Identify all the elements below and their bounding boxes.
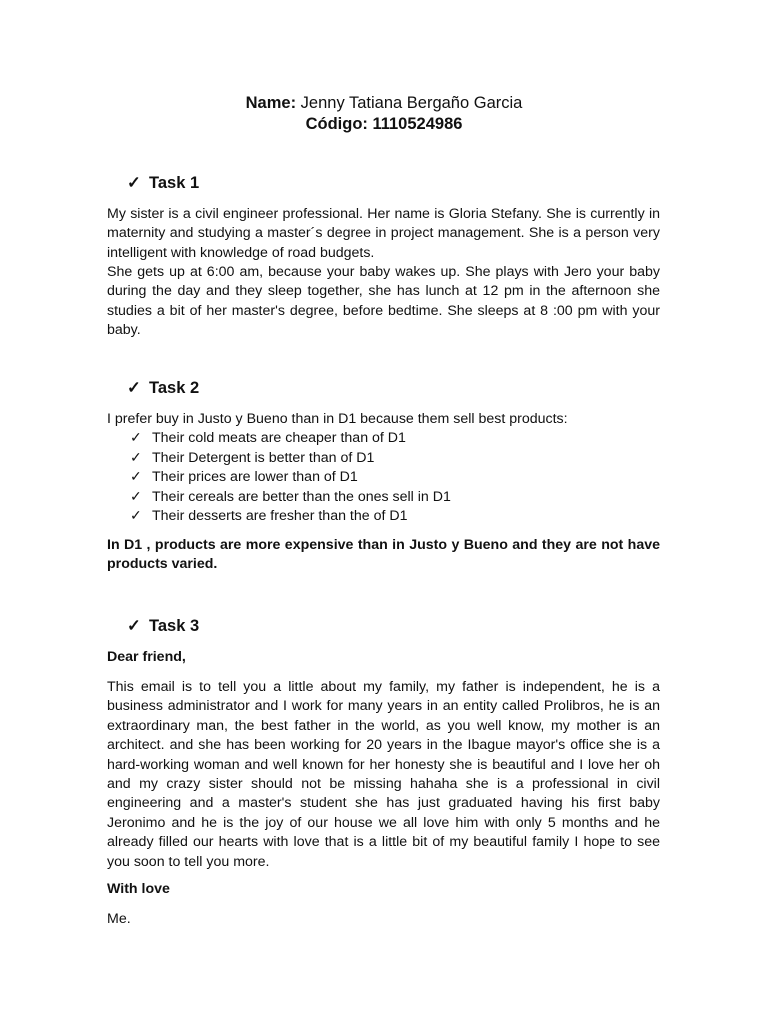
task1-paragraph-2: She gets up at 6:00 am, because your baby wakes up. She plays with Jero your baby during the day and they sleep together, she has lunch at 12 pm in the afternoon she studies a bit of her master's degree, before bedtime. She sleeps at 8 :00 pm with your baby. [107, 264, 660, 339]
greeting: Dear friend, [107, 649, 186, 665]
task1-heading [127, 173, 199, 193]
checkmark-icon: ✓ [130, 469, 142, 485]
closing: With love [107, 881, 170, 897]
list-item: ✓ Their desserts are fresher than the of D1 [130, 507, 451, 527]
list-item: ✓ Their Detergent is better than of D1 [130, 449, 451, 469]
task1-paragraph-1: My sister is a civil engineer professional. Her name is Gloria Stefany. She is currently in maternity and studying a master´s degree in project management. She is a person very intelligent with knowledge of road budgets. [107, 206, 660, 261]
checkmark-icon: ✓ [130, 508, 142, 524]
name-value: Jenny Tatiana Bergaño Garcia [296, 94, 523, 112]
task1-title: Task 1 [149, 174, 200, 192]
code-line: Código: 1110524986 [305, 115, 463, 133]
letter-body: This email is to tell you a little about my family, my father is independent, he is a business administrator and I work for many years in an entity called Prolibros, he is an extraordinary man, the best father in the world, as you well know, my mother is an architect. and she has been working for 20 years in the Ibague mayor's office she is a hard-working woman and well known for her honesty she is beautiful and I love her oh and my crazy sister should not be missing hahaha she is a professional in civil engineering and a master's student she has just graduated having his first baby Jeronimo and he is the joy of our house we all love him with only 5 months and he already filled our hearts with love that is a little bit of my beautiful family I hope to see you soon to tell you more. [107, 679, 660, 870]
task3-title: Task 3 [149, 617, 200, 635]
signature: Me. [107, 911, 131, 927]
task2-conclusion: In D1 , products are more expensive than in Justo y Bueno and they are not have products varied. [107, 537, 660, 573]
list-item: ✓ Their prices are lower than of D1 [130, 468, 451, 488]
task2-heading [127, 378, 199, 398]
checkmark-icon: ✓ [127, 379, 141, 397]
task2-list [130, 429, 451, 527]
checkmark-icon: ✓ [130, 488, 142, 505]
name-line [0, 93, 768, 113]
task2-title: Task 2 [149, 379, 200, 397]
checkmark-icon: ✓ [127, 617, 141, 635]
checkmark-icon: ✓ [130, 430, 142, 446]
name-label: Name: [245, 94, 297, 112]
task3-heading [127, 616, 199, 636]
checkmark-icon: ✓ [127, 174, 141, 192]
list-item: ✓ Their cereals are better than the ones sell in D1 [130, 488, 451, 508]
list-item: ✓ Their cold meats are cheaper than of D1 [130, 429, 451, 449]
task2-intro: I prefer buy in Justo y Bueno than in D1 because them sell best products: [107, 411, 568, 427]
checkmark-icon: ✓ [130, 449, 142, 466]
